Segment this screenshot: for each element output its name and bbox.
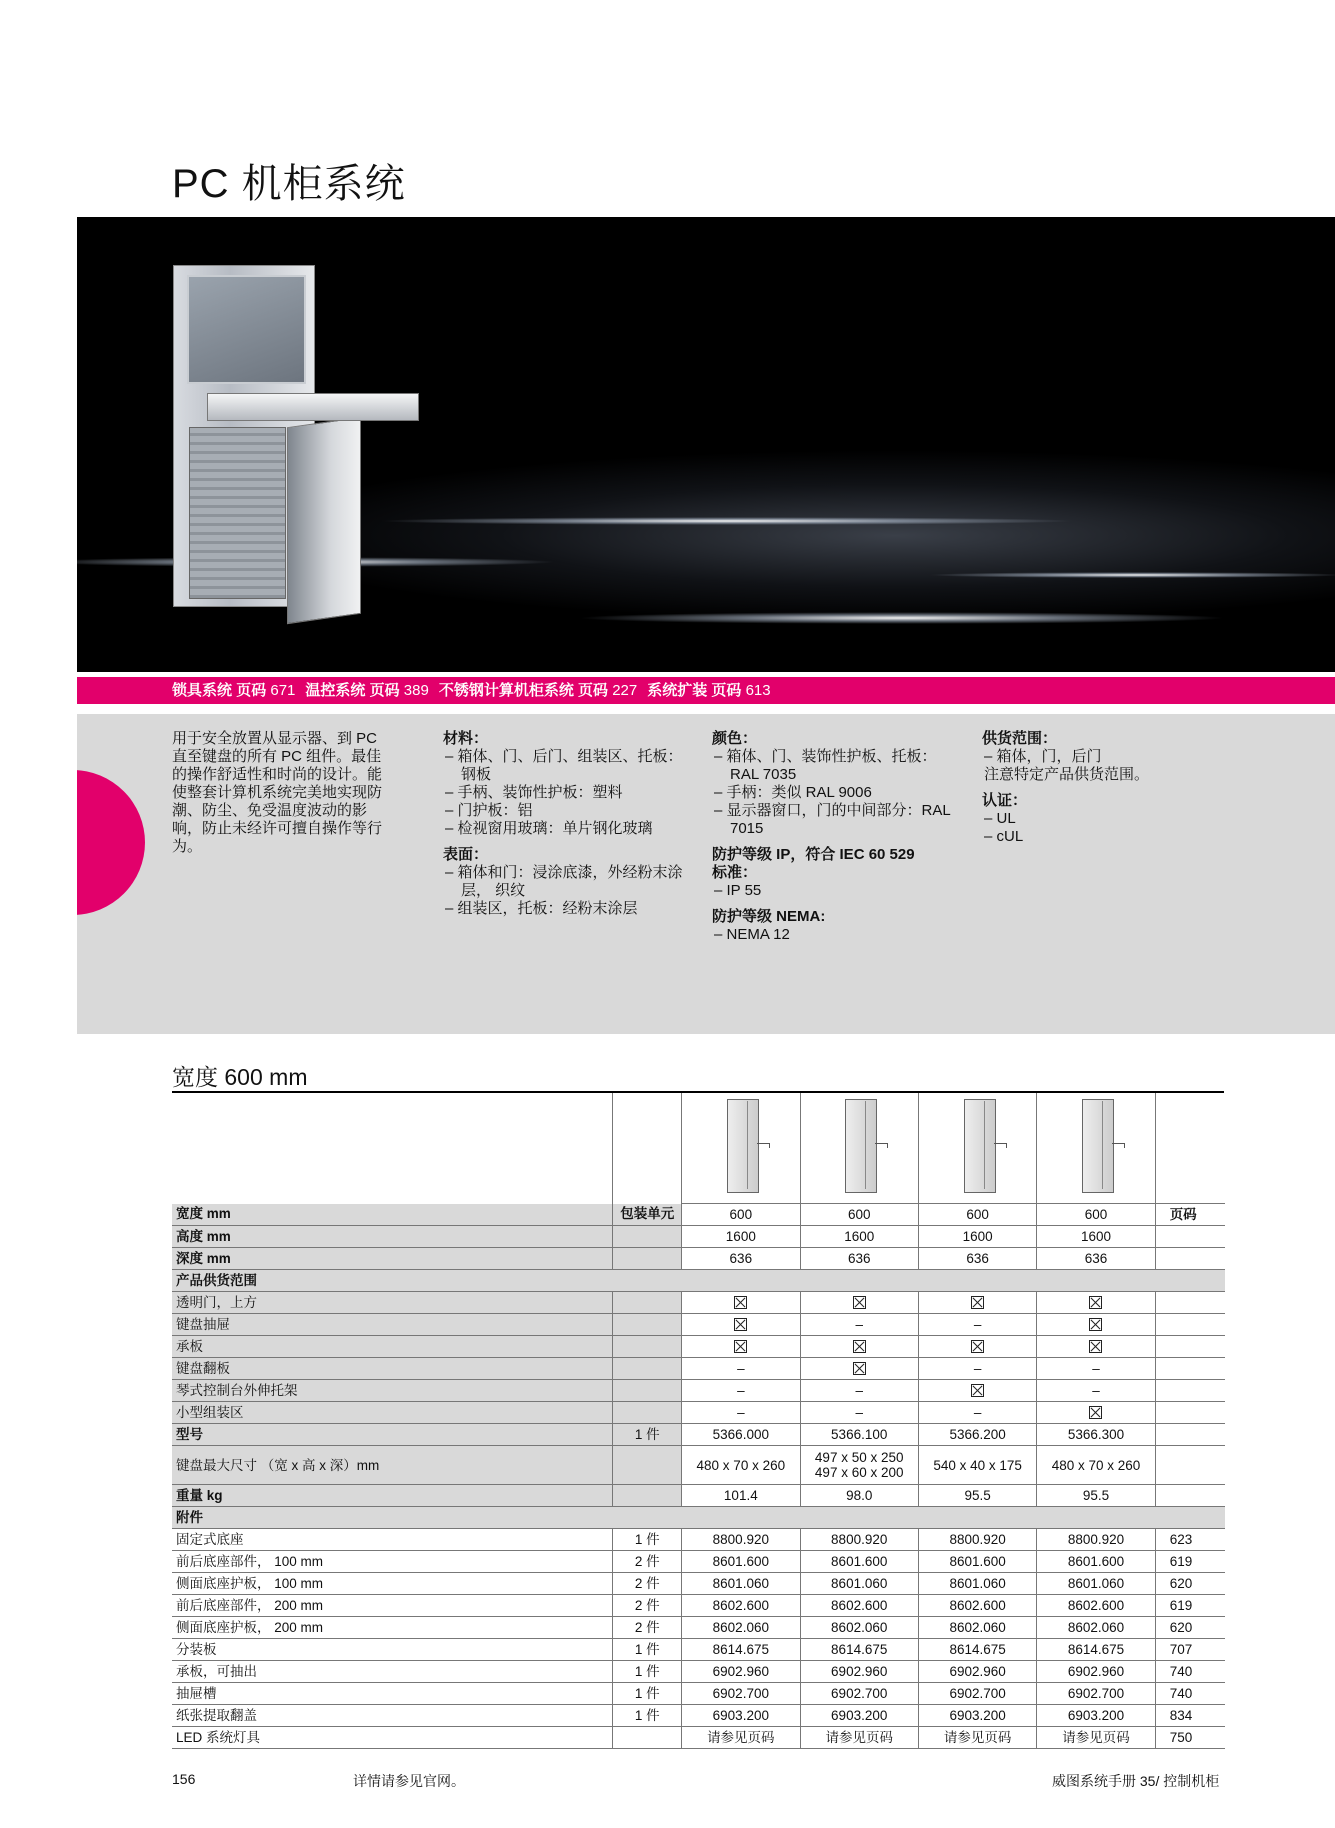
page-cell xyxy=(1155,1314,1225,1336)
catalog-name: 威图系统手册 35/ 控制机柜 xyxy=(1052,1773,1220,1789)
included-check-icon xyxy=(853,1296,866,1309)
accessory-row xyxy=(172,1639,1225,1661)
included-check-icon xyxy=(853,1362,866,1375)
included-check-icon xyxy=(1089,1296,1102,1309)
accessory-row xyxy=(172,1617,1225,1639)
value-cell: 6903.200 xyxy=(918,1705,1036,1727)
material-title: 材料： xyxy=(443,730,489,747)
page-cell: 619 xyxy=(1155,1551,1225,1573)
value-cell: 1600 xyxy=(1037,1226,1155,1248)
value-cell: 8601.600 xyxy=(682,1551,800,1573)
dimension-row xyxy=(172,1204,1225,1226)
decorative-circle xyxy=(0,770,145,915)
value-cell: 6902.700 xyxy=(1037,1683,1155,1705)
row-label: 纸张提取翻盖 xyxy=(172,1705,613,1727)
value-cell: 6903.200 xyxy=(800,1705,918,1727)
value-cell xyxy=(918,1292,1036,1314)
value-cell: 6902.960 xyxy=(918,1661,1036,1683)
material-item: – 门护板：铝 xyxy=(445,802,533,819)
unit-cell: 1 件 xyxy=(613,1705,682,1727)
page-cell: 619 xyxy=(1155,1595,1225,1617)
value-cell: 636 xyxy=(1037,1248,1155,1270)
supply-item: 注意特定产品供货范围。 xyxy=(984,766,1150,783)
page-cell xyxy=(1155,1446,1225,1485)
value-cell: 请参见页码 xyxy=(682,1727,800,1749)
value-cell: 8601.600 xyxy=(918,1551,1036,1573)
description-line: 用于安全放置从显示器、到 PC xyxy=(172,730,378,747)
value-cell: 请参见页码 xyxy=(1037,1727,1155,1749)
unit-cell: 1 件 xyxy=(613,1424,682,1446)
value-cell: 6902.700 xyxy=(682,1683,800,1705)
cabinet-drawing-icon xyxy=(948,1097,1008,1193)
value-cell: 6902.700 xyxy=(800,1683,918,1705)
page-cell xyxy=(1155,1226,1225,1248)
value-cell: 98.0 xyxy=(800,1485,918,1507)
value-cell: 8602.600 xyxy=(918,1595,1036,1617)
value-cell xyxy=(1037,1336,1155,1358)
value-cell: 1600 xyxy=(800,1226,918,1248)
surface-title: 表面： xyxy=(443,846,489,863)
value-cell: 480 x 70 x 260 xyxy=(682,1446,800,1485)
accessory-row xyxy=(172,1595,1225,1617)
value-cell: 540 x 40 x 175 xyxy=(918,1446,1036,1485)
included-check-icon xyxy=(1089,1406,1102,1419)
cross-reference-link[interactable] xyxy=(439,682,637,699)
cross-reference-page: 227 xyxy=(612,682,638,699)
cross-reference-link[interactable] xyxy=(647,682,770,699)
cabinet-drawing-icon xyxy=(1066,1097,1126,1193)
value-cell: – xyxy=(682,1380,800,1402)
supply-item: – 箱体，门，后门 xyxy=(984,748,1102,765)
unit-cell: 1 件 xyxy=(613,1683,682,1705)
value-cell: 8602.600 xyxy=(682,1595,800,1617)
page-cell xyxy=(1155,1402,1225,1424)
value-cell: 8614.675 xyxy=(918,1639,1036,1661)
value-cell: 5366.100 xyxy=(800,1424,918,1446)
dimension-row xyxy=(172,1226,1225,1248)
value-cell: 8800.920 xyxy=(918,1529,1036,1551)
value-cell xyxy=(800,1336,918,1358)
page-cell xyxy=(1155,1485,1225,1507)
cross-reference-bar xyxy=(77,677,1335,704)
accessory-row xyxy=(172,1573,1225,1595)
value-cell: 8800.920 xyxy=(1037,1529,1155,1551)
included-check-icon xyxy=(971,1340,984,1353)
unit-cell: 1 件 xyxy=(613,1529,682,1551)
value-cell: 8602.060 xyxy=(800,1617,918,1639)
value-cell xyxy=(682,1292,800,1314)
dimension-row xyxy=(172,1248,1225,1270)
value-cell: 6903.200 xyxy=(1037,1705,1155,1727)
variant-drawing xyxy=(1037,1093,1155,1204)
cabinet-tray xyxy=(875,1143,888,1148)
unit-cell: 1 件 xyxy=(613,1661,682,1683)
cross-reference-page: 613 xyxy=(745,682,771,699)
blank-cell xyxy=(1155,1093,1225,1204)
section-row xyxy=(172,1507,1225,1529)
row-label: 侧面底座护板， 100 mm xyxy=(172,1573,613,1595)
value-cell: 6902.700 xyxy=(918,1683,1036,1705)
section-row xyxy=(172,1270,1225,1292)
description-line: 直至键盘的所有 PC 组件。最佳 xyxy=(172,748,382,765)
unit-cell xyxy=(613,1314,682,1336)
row-label: 承板 xyxy=(172,1336,613,1358)
cross-reference-label: 锁具系统 xyxy=(172,682,233,699)
value-cell: 8601.600 xyxy=(800,1551,918,1573)
value-cell: 5366.000 xyxy=(682,1424,800,1446)
scope-row xyxy=(172,1314,1225,1336)
value-cell xyxy=(800,1358,918,1380)
unit-cell xyxy=(613,1402,682,1424)
color-column xyxy=(712,730,957,944)
value-cell xyxy=(1037,1292,1155,1314)
included-check-icon xyxy=(971,1384,984,1397)
blank-cell xyxy=(172,1093,613,1204)
color-title: 颜色： xyxy=(712,730,758,747)
page-cell: 750 xyxy=(1155,1727,1225,1749)
value-cell: 600 xyxy=(800,1204,918,1226)
value-cell xyxy=(682,1336,800,1358)
cabinet-tray xyxy=(994,1143,1007,1148)
description-line: 使整套计算机系统完美地实现防 xyxy=(172,784,383,801)
image-row xyxy=(172,1093,1225,1204)
row-label: LED 系统灯具 xyxy=(172,1727,613,1749)
color-item: – 显示器窗口，门的中间部分：RAL 7015 xyxy=(714,802,951,837)
product-photo xyxy=(77,217,1335,672)
value-cell: – xyxy=(918,1402,1036,1424)
cross-reference-label: 不锈钢计算机柜系统 xyxy=(438,682,574,699)
included-check-icon xyxy=(1089,1340,1102,1353)
row-label: 透明门，上方 xyxy=(172,1292,613,1314)
accessory-row xyxy=(172,1683,1225,1705)
value-cell: – xyxy=(800,1402,918,1424)
blank-cell xyxy=(613,1093,682,1204)
model-row xyxy=(172,1424,1225,1446)
row-label: 键盘抽屉 xyxy=(172,1314,613,1336)
material-item: – 手柄、装饰性护板：塑料 xyxy=(445,784,623,801)
value-cell: 95.5 xyxy=(918,1485,1036,1507)
row-label: 深度 mm xyxy=(172,1248,613,1270)
unit-cell xyxy=(613,1485,682,1507)
row-label: 固定式底座 xyxy=(172,1529,613,1551)
value-cell: 5366.300 xyxy=(1037,1424,1155,1446)
included-check-icon xyxy=(734,1296,747,1309)
value-cell: 6902.960 xyxy=(800,1661,918,1683)
accessory-row xyxy=(172,1551,1225,1573)
unit-cell xyxy=(613,1226,682,1248)
row-label: 分装板 xyxy=(172,1639,613,1661)
nema-title: 防护等级 NEMA: xyxy=(712,908,826,925)
value-cell: 636 xyxy=(682,1248,800,1270)
value-cell xyxy=(800,1292,918,1314)
row-label: 重量 kg xyxy=(172,1485,613,1507)
value-cell: 请参见页码 xyxy=(918,1727,1036,1749)
unit-cell xyxy=(613,1446,682,1485)
description-column xyxy=(172,730,407,856)
page-cell xyxy=(1155,1292,1225,1314)
row-label: 琴式控制台外伸托架 xyxy=(172,1380,613,1402)
nema-item: – NEMA 12 xyxy=(714,926,790,943)
value-cell: 600 xyxy=(918,1204,1036,1226)
cross-reference-link[interactable] xyxy=(305,682,428,699)
material-item: – 检视窗用玻璃：单片钢化玻璃 xyxy=(445,820,653,837)
value-cell: 8601.600 xyxy=(1037,1551,1155,1573)
page-cell xyxy=(1155,1380,1225,1402)
website-note: 详情请参见官网。 xyxy=(353,1773,465,1789)
section-title: 产品供货范围 xyxy=(172,1270,1225,1292)
value-cell: 8614.675 xyxy=(1037,1639,1155,1661)
value-cell: 8614.675 xyxy=(800,1639,918,1661)
cabinet-door xyxy=(747,1101,756,1189)
cross-reference-page-label: 页码 xyxy=(236,682,267,699)
ip-item: – IP 55 xyxy=(714,882,762,899)
unit-cell xyxy=(613,1358,682,1380)
value-cell: – xyxy=(800,1380,918,1402)
page-cell xyxy=(1155,1424,1225,1446)
row-label: 承板，可抽出 xyxy=(172,1661,613,1683)
value-cell: 8602.600 xyxy=(1037,1595,1155,1617)
value-cell: 600 xyxy=(1037,1204,1155,1226)
row-label: 高度 mm xyxy=(172,1226,613,1248)
supply-column xyxy=(982,730,1202,846)
value-cell: 101.4 xyxy=(682,1485,800,1507)
value-cell: 1600 xyxy=(918,1226,1036,1248)
cabinet-drawing-icon xyxy=(711,1097,771,1193)
page-cell xyxy=(1155,1248,1225,1270)
row-label: 小型组装区 xyxy=(172,1402,613,1424)
cross-reference-page-label: 页码 xyxy=(369,682,400,699)
unit-cell xyxy=(613,1248,682,1270)
color-item: – 箱体、门、装饰性护板、托板：RAL 7035 xyxy=(714,748,937,783)
scope-row xyxy=(172,1336,1225,1358)
value-cell: – xyxy=(682,1358,800,1380)
supply-title: 供货范围： xyxy=(982,730,1058,747)
page-cell xyxy=(1155,1358,1225,1380)
value-cell: – xyxy=(1037,1358,1155,1380)
value-cell: 600 xyxy=(682,1204,800,1226)
page-cell: 740 xyxy=(1155,1683,1225,1705)
page-number: 156 xyxy=(172,1771,196,1787)
description-line: 的操作舒适性和时尚的设计。能 xyxy=(172,766,383,783)
value-cell: 6903.200 xyxy=(682,1705,800,1727)
unit-cell: 包装单元 xyxy=(613,1204,682,1226)
value-cell xyxy=(1037,1314,1155,1336)
cross-reference-link[interactable] xyxy=(172,682,295,699)
unit-cell xyxy=(613,1292,682,1314)
page-title: PC 机柜系统 xyxy=(172,162,406,206)
row-label: 侧面底座护板， 200 mm xyxy=(172,1617,613,1639)
description-line: 潮、防尘、免受温度波动的影 xyxy=(172,802,368,819)
value-cell: – xyxy=(800,1314,918,1336)
value-cell: 6902.960 xyxy=(1037,1661,1155,1683)
row-label: 前后底座部件， 200 mm xyxy=(172,1595,613,1617)
value-cell: 8602.060 xyxy=(918,1617,1036,1639)
variant-drawing xyxy=(682,1093,800,1204)
variant-drawing xyxy=(918,1093,1036,1204)
scope-row xyxy=(172,1380,1225,1402)
scope-row xyxy=(172,1402,1225,1424)
accessory-row xyxy=(172,1727,1225,1749)
weight-row xyxy=(172,1485,1225,1507)
included-check-icon xyxy=(1089,1318,1102,1331)
scope-row xyxy=(172,1292,1225,1314)
cabinet-drawing-icon xyxy=(829,1097,889,1193)
page-cell: 620 xyxy=(1155,1617,1225,1639)
cabinet-door xyxy=(984,1101,993,1189)
row-label: 宽度 mm xyxy=(172,1204,613,1226)
page-cell: 页码 xyxy=(1155,1204,1225,1226)
unit-cell xyxy=(613,1727,682,1749)
cross-reference-label: 温控系统 xyxy=(305,682,366,699)
accessory-row xyxy=(172,1529,1225,1551)
included-check-icon xyxy=(734,1340,747,1353)
cert-title: 认证： xyxy=(982,792,1028,809)
cross-reference-page-label: 页码 xyxy=(711,682,742,699)
surface-item: – 组装区，托板：经粉末涂层 xyxy=(445,900,638,917)
included-check-icon xyxy=(853,1340,866,1353)
spec-table xyxy=(172,1093,1225,1749)
row-label: 型号 xyxy=(172,1424,613,1446)
surface-item: – 箱体和门：浸涂底漆，外经粉末涂层， 织纹 xyxy=(445,864,683,899)
value-cell: 8602.060 xyxy=(1037,1617,1155,1639)
value-cell: 497 x 50 x 250 497 x 60 x 200 xyxy=(800,1446,918,1485)
accessory-row xyxy=(172,1705,1225,1727)
page-cell: 707 xyxy=(1155,1639,1225,1661)
color-item: – 手柄：类似 RAL 9006 xyxy=(714,784,872,801)
row-label: 键盘翻板 xyxy=(172,1358,613,1380)
value-cell xyxy=(1037,1402,1155,1424)
unit-cell: 2 件 xyxy=(613,1617,682,1639)
description-line: 响，防止未经许可擅自操作等行 xyxy=(172,820,383,837)
value-cell: 8614.675 xyxy=(682,1639,800,1661)
scope-row xyxy=(172,1358,1225,1380)
description-line: 为。 xyxy=(172,838,203,855)
unit-cell: 2 件 xyxy=(613,1573,682,1595)
variant-drawing xyxy=(800,1093,918,1204)
page-cell: 834 xyxy=(1155,1705,1225,1727)
value-cell xyxy=(682,1314,800,1336)
included-check-icon xyxy=(971,1296,984,1309)
value-cell: – xyxy=(918,1358,1036,1380)
value-cell: 8800.920 xyxy=(800,1529,918,1551)
cabinet-door xyxy=(865,1101,874,1189)
value-cell: 请参见页码 xyxy=(800,1727,918,1749)
value-cell: 5366.200 xyxy=(918,1424,1036,1446)
page-cell: 620 xyxy=(1155,1573,1225,1595)
unit-cell xyxy=(613,1336,682,1358)
page-cell xyxy=(1155,1336,1225,1358)
material-item: – 箱体、门、后门、组装区、托板：钢板 xyxy=(445,748,683,783)
accessory-row xyxy=(172,1661,1225,1683)
material-column xyxy=(443,730,688,918)
unit-cell: 2 件 xyxy=(613,1595,682,1617)
cross-reference-page-label: 页码 xyxy=(578,682,609,699)
row-label: 键盘最大尺寸 （宽 x 高 x 深）mm xyxy=(172,1446,613,1485)
keyboard-row xyxy=(172,1446,1225,1485)
unit-cell xyxy=(613,1380,682,1402)
cert-item: – cUL xyxy=(984,828,1024,845)
value-cell: 636 xyxy=(800,1248,918,1270)
section-subtitle: 宽度 600 mm xyxy=(172,1064,308,1090)
row-label: 抽屉槽 xyxy=(172,1683,613,1705)
value-cell: 8601.060 xyxy=(682,1573,800,1595)
value-cell: 95.5 xyxy=(1037,1485,1155,1507)
value-cell: 480 x 70 x 260 xyxy=(1037,1446,1155,1485)
cross-reference-page: 671 xyxy=(270,682,296,699)
value-cell xyxy=(918,1336,1036,1358)
page-cell: 623 xyxy=(1155,1529,1225,1551)
value-cell: – xyxy=(682,1402,800,1424)
value-cell: – xyxy=(1037,1380,1155,1402)
section-title: 附件 xyxy=(172,1507,1225,1529)
value-cell: 8602.600 xyxy=(800,1595,918,1617)
cross-reference-page: 389 xyxy=(403,682,429,699)
unit-cell: 2 件 xyxy=(613,1551,682,1573)
included-check-icon xyxy=(734,1318,747,1331)
cert-item: – UL xyxy=(984,810,1016,827)
value-cell: 8602.060 xyxy=(682,1617,800,1639)
value-cell: – xyxy=(918,1314,1036,1336)
cabinet-tray xyxy=(757,1143,770,1148)
page-cell: 740 xyxy=(1155,1661,1225,1683)
ip-title-cont: 标准： xyxy=(712,864,758,881)
value-cell: 6902.960 xyxy=(682,1661,800,1683)
value-cell: 8601.060 xyxy=(918,1573,1036,1595)
ip-title: 防护等级 IP，符合 IEC 60 529 xyxy=(712,846,915,863)
value-cell: 8601.060 xyxy=(1037,1573,1155,1595)
value-cell: 636 xyxy=(918,1248,1036,1270)
cabinet-tray xyxy=(1112,1143,1125,1148)
unit-cell: 1 件 xyxy=(613,1639,682,1661)
value-cell: 8601.060 xyxy=(800,1573,918,1595)
value-cell: 8800.920 xyxy=(682,1529,800,1551)
value-cell: 1600 xyxy=(682,1226,800,1248)
row-label: 前后底座部件， 100 mm xyxy=(172,1551,613,1573)
cross-reference-label: 系统扩装 xyxy=(647,682,708,699)
value-cell xyxy=(918,1380,1036,1402)
cabinet-door xyxy=(1102,1101,1111,1189)
